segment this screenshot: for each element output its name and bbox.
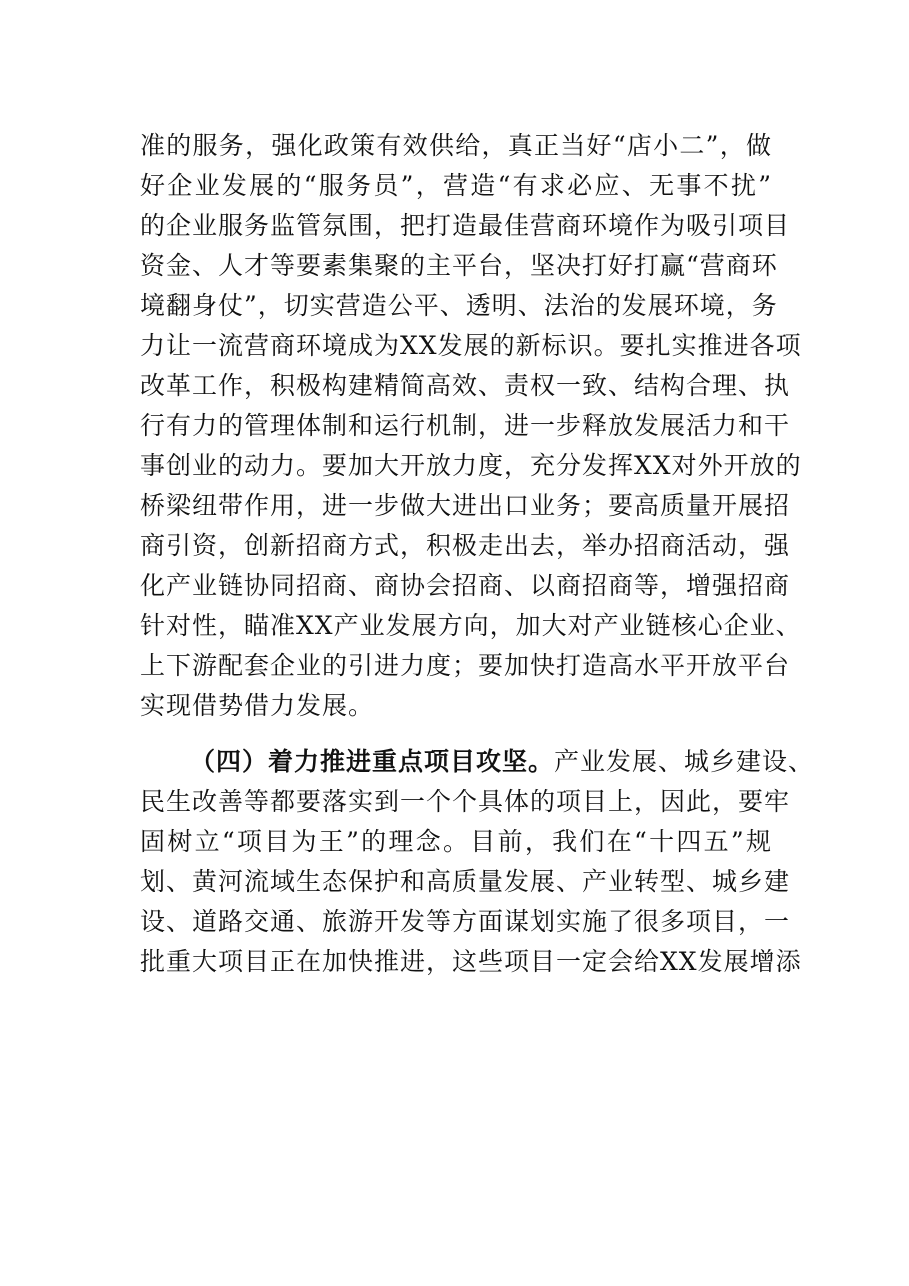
text-line: 事创业的动力。要加大开放力度，充分发挥XX对外开放的 [140,451,802,480]
text-line: 桥梁纽带作用，进一步做大进出口业务；要高质量开展招 [140,491,791,520]
text-line: 针对性，瞄准XX产业发展方向，加大对产业链核心企业、 [140,611,802,640]
paragraph-1 [140,126,802,726]
paragraph-2 [140,742,815,982]
text-line: 民生改善等都要落实到一个个具体的项目上，因此，要牢 [140,787,791,816]
text-line: 上下游配套企业的引进力度；要加快打造高水平开放平台 [140,651,791,680]
paragraph-first-line [140,742,815,782]
text-line: 好企业发展的“服务员”，营造“有求必应、无事不扰” [140,171,772,200]
text-line: 设、道路交通、旅游开发等方面谋划实施了很多项目，一 [140,907,791,936]
text-line: 批重大项目正在加快推进，这些项目一定会给XX发展增添 [140,947,802,976]
text-line: 境翻身仗”，切实营造公平、透明、法治的发展环境，务 [140,291,778,320]
text-line: 准的服务，强化政策有效供给，真正当好“店小二”，做 [140,131,772,160]
text-line: 固树立“项目为王”的理念。目前，我们在“十四五”规 [140,827,772,856]
text-line: 改革工作，积极构建精简高效、责权一致、结构合理、执 [140,371,791,400]
text-line: 力让一流营商环境成为XX发展的新标识。要扎实推进各项 [140,331,802,360]
text-run: 产业发展、城乡建设、 [554,747,815,776]
text-line: 划、黄河流域生态保护和高质量发展、产业转型、城乡建 [140,867,791,896]
text-line: 实现借势借力发展。 [140,691,375,720]
text-line: 资金、人才等要素集聚的主平台，坚决打好打赢“营商环 [140,251,778,280]
text-line: 化产业链协同招商、商协会招商、以商招商等，增强招商 [140,571,791,600]
document-body [140,126,815,982]
text-line: 行有力的管理体制和运行机制，进一步释放发展活力和干 [140,411,791,440]
text-line: 的企业服务监管氛围，把打造最佳营商环境作为吸引项目 [140,211,791,240]
paragraph-gap [140,726,772,742]
text-line: 商引资，创新招商方式，积极走出去，举办招商活动，强 [140,531,791,560]
section-heading: （四）着力推进重点项目攻坚。 [190,747,555,776]
